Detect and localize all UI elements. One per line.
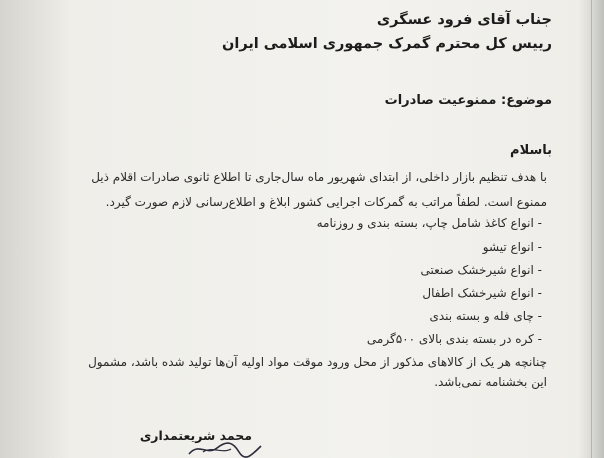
body-paragraph-line-2: ممنوع است. لطفاً مراتب به گمرکات اجرایی کشور ابلاغ و اطلاع‌رسانی لازم صورت گیرد. [105,195,547,209]
letter-subject: موضوع: ممنوعیت صادرات [384,93,552,108]
divider [591,0,592,458]
list-item: - کره در بسته بندی بالای ۵۰۰گرمی [366,332,542,346]
list-item: - انواع شیرخشک اطفال [422,286,542,300]
recipient-name: جناب آقای فرود عسگری [376,12,552,28]
signer-name: محمد شریعتمداری [139,428,252,443]
closing-paragraph-line-1: چنانچه هر یک از کالاهای مذکور از محل ورود موقت مواد اولیه آن‌ها تولید شده باشد، مشمول [88,355,547,369]
salutation: باسلام [510,143,552,158]
list-item: - انواع شیرخشک صنعتی [420,263,542,277]
list-item: - انواع تیشو [482,240,542,254]
closing-paragraph-line-2: این بخشنامه نمی‌باشد. [434,375,547,389]
list-item: - انواع کاغذ شامل چاپ، بسته بندی و روزنامه [316,216,542,230]
list-item: - چای فله و بسته بندی [429,309,542,323]
signature-scribble [185,440,265,458]
recipient-title: رییس کل محترم گمرک جمهوری اسلامی ایران [221,36,552,52]
paper-shadow [0,0,70,458]
body-paragraph-line-1: با هدف تنظیم بازار داخلی، از ابتدای شهریور ماه سال‌جاری تا اطلاع ثانوی صادرات اقلام ذیل [91,170,547,184]
